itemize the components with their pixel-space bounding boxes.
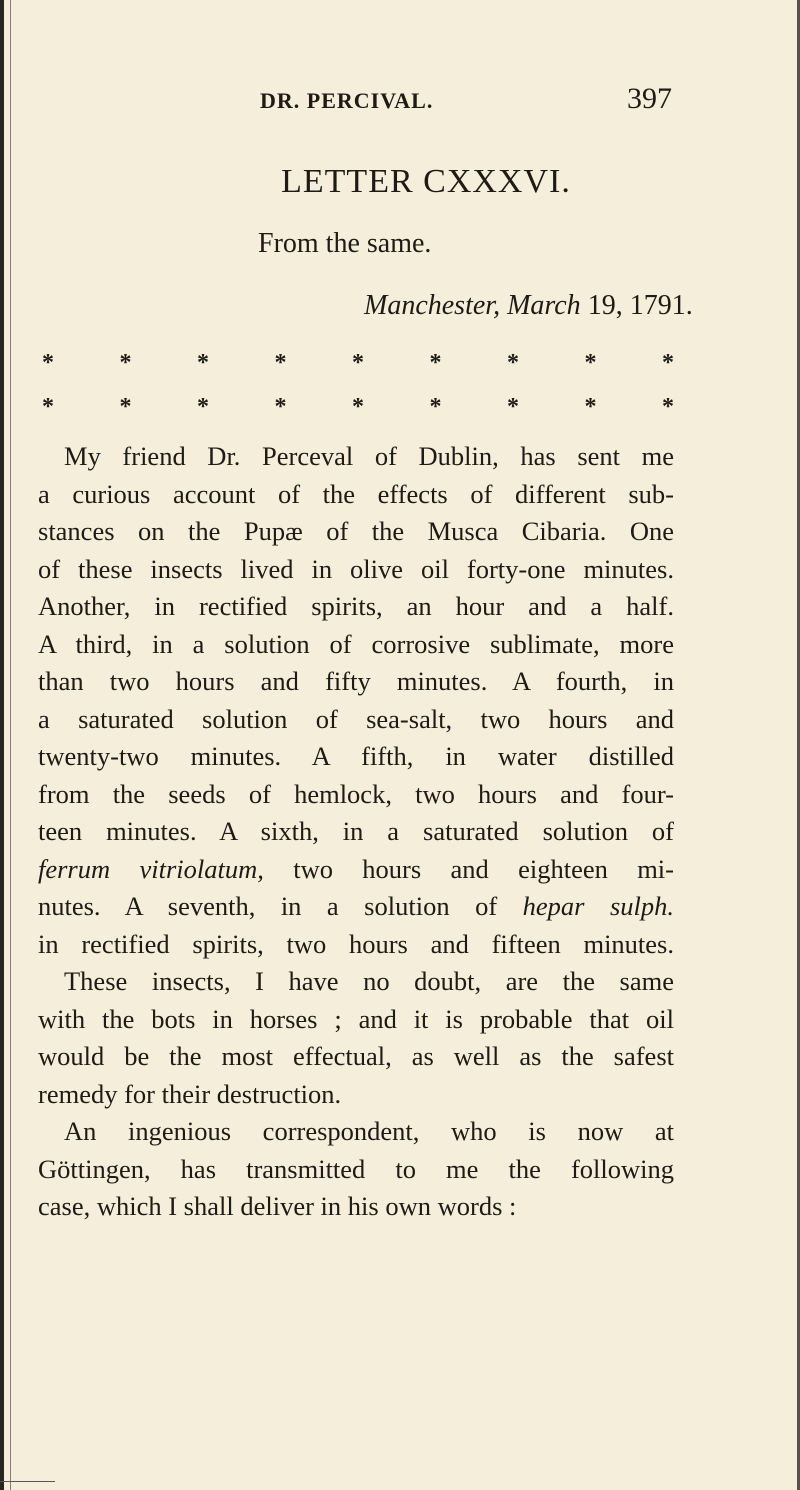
page-gutter-line xyxy=(10,0,11,1490)
body-line-text: nutes. A seventh, in a solution of xyxy=(38,891,523,921)
asterism-row-2 xyxy=(42,394,674,421)
asterisk: * xyxy=(119,394,132,420)
body-line: Göttingen, has transmitted to me the following xyxy=(38,1153,674,1184)
body-line xyxy=(38,851,674,889)
asterisk: * xyxy=(197,350,209,376)
asterisk: * xyxy=(42,394,54,420)
asterisk: * xyxy=(507,350,519,376)
asterisk: * xyxy=(119,350,132,376)
latin-term: hepar sulph. xyxy=(522,891,675,921)
body-line-text: two hours and eighteen mi- xyxy=(263,853,674,884)
body-line: Another, in rectified spirits, an hour and a half. xyxy=(38,591,674,621)
body-line: A third, in a solution of corrosive sublimate, more xyxy=(38,628,674,659)
page-left-edge xyxy=(0,0,4,1490)
body-line: of these insects lived in olive oil forty-one minutes. xyxy=(38,553,674,584)
body-line: teen minutes. A sixth, in a saturated solution of xyxy=(38,816,674,846)
asterism-row-1 xyxy=(42,350,674,377)
body-line: in rectified spirits, two hours and fifteen minutes. xyxy=(38,928,674,959)
from-line: From the same. xyxy=(258,228,432,259)
body-line: stances on the Pupæ of the Musca Cibaria. One xyxy=(38,516,674,546)
asterisk: * xyxy=(352,350,364,376)
asterisk: * xyxy=(274,394,287,420)
asterisk: * xyxy=(662,394,674,420)
body-line: from the seeds of hemlock, two hours and four- xyxy=(38,778,674,809)
letter-body xyxy=(38,438,674,1226)
asterisk: * xyxy=(42,350,54,376)
body-line: My friend Dr. Perceval of Dublin, has sent me xyxy=(64,441,674,471)
latin-term: ferrum vitriolatum, xyxy=(38,853,264,884)
asterisk: * xyxy=(584,394,597,420)
body-line: a saturated solution of sea-salt, two hours and xyxy=(38,703,674,734)
asterisk: * xyxy=(429,350,442,376)
dateline-place: Manchester, March xyxy=(364,290,581,321)
body-line: case, which I shall deliver in his own words : xyxy=(38,1191,517,1221)
body-line: These insects, I have no doubt, are the same xyxy=(64,966,674,996)
bottom-rule xyxy=(0,1481,55,1482)
asterisk: * xyxy=(662,350,674,376)
dateline xyxy=(364,290,693,322)
letter-title: LETTER CXXXVI. xyxy=(281,163,571,200)
body-line: remedy for their destruction. xyxy=(38,1078,342,1109)
body-line: a curious account of the effects of different sub- xyxy=(38,478,674,509)
body-line: with the bots in horses ; and it is probable that oil xyxy=(38,1003,674,1034)
running-head: DR. PERCIVAL. xyxy=(260,88,434,113)
asterisk: * xyxy=(507,394,519,420)
body-line: would be the most effectual, as well as the safest xyxy=(38,1041,674,1071)
body-line: twenty-two minutes. A fifth, in water distilled xyxy=(38,741,674,771)
body-line: An ingenious correspondent, who is now at xyxy=(64,1116,674,1146)
page-number: 397 xyxy=(627,82,672,115)
asterisk: * xyxy=(197,394,209,420)
asterisk: * xyxy=(429,394,442,420)
asterisk: * xyxy=(274,350,287,376)
asterisk: * xyxy=(584,350,597,376)
body-line: than two hours and fifty minutes. A fourth, in xyxy=(38,666,674,696)
body-line xyxy=(38,888,674,926)
dateline-date: 19, 1791. xyxy=(587,290,693,321)
asterisk: * xyxy=(352,394,364,420)
